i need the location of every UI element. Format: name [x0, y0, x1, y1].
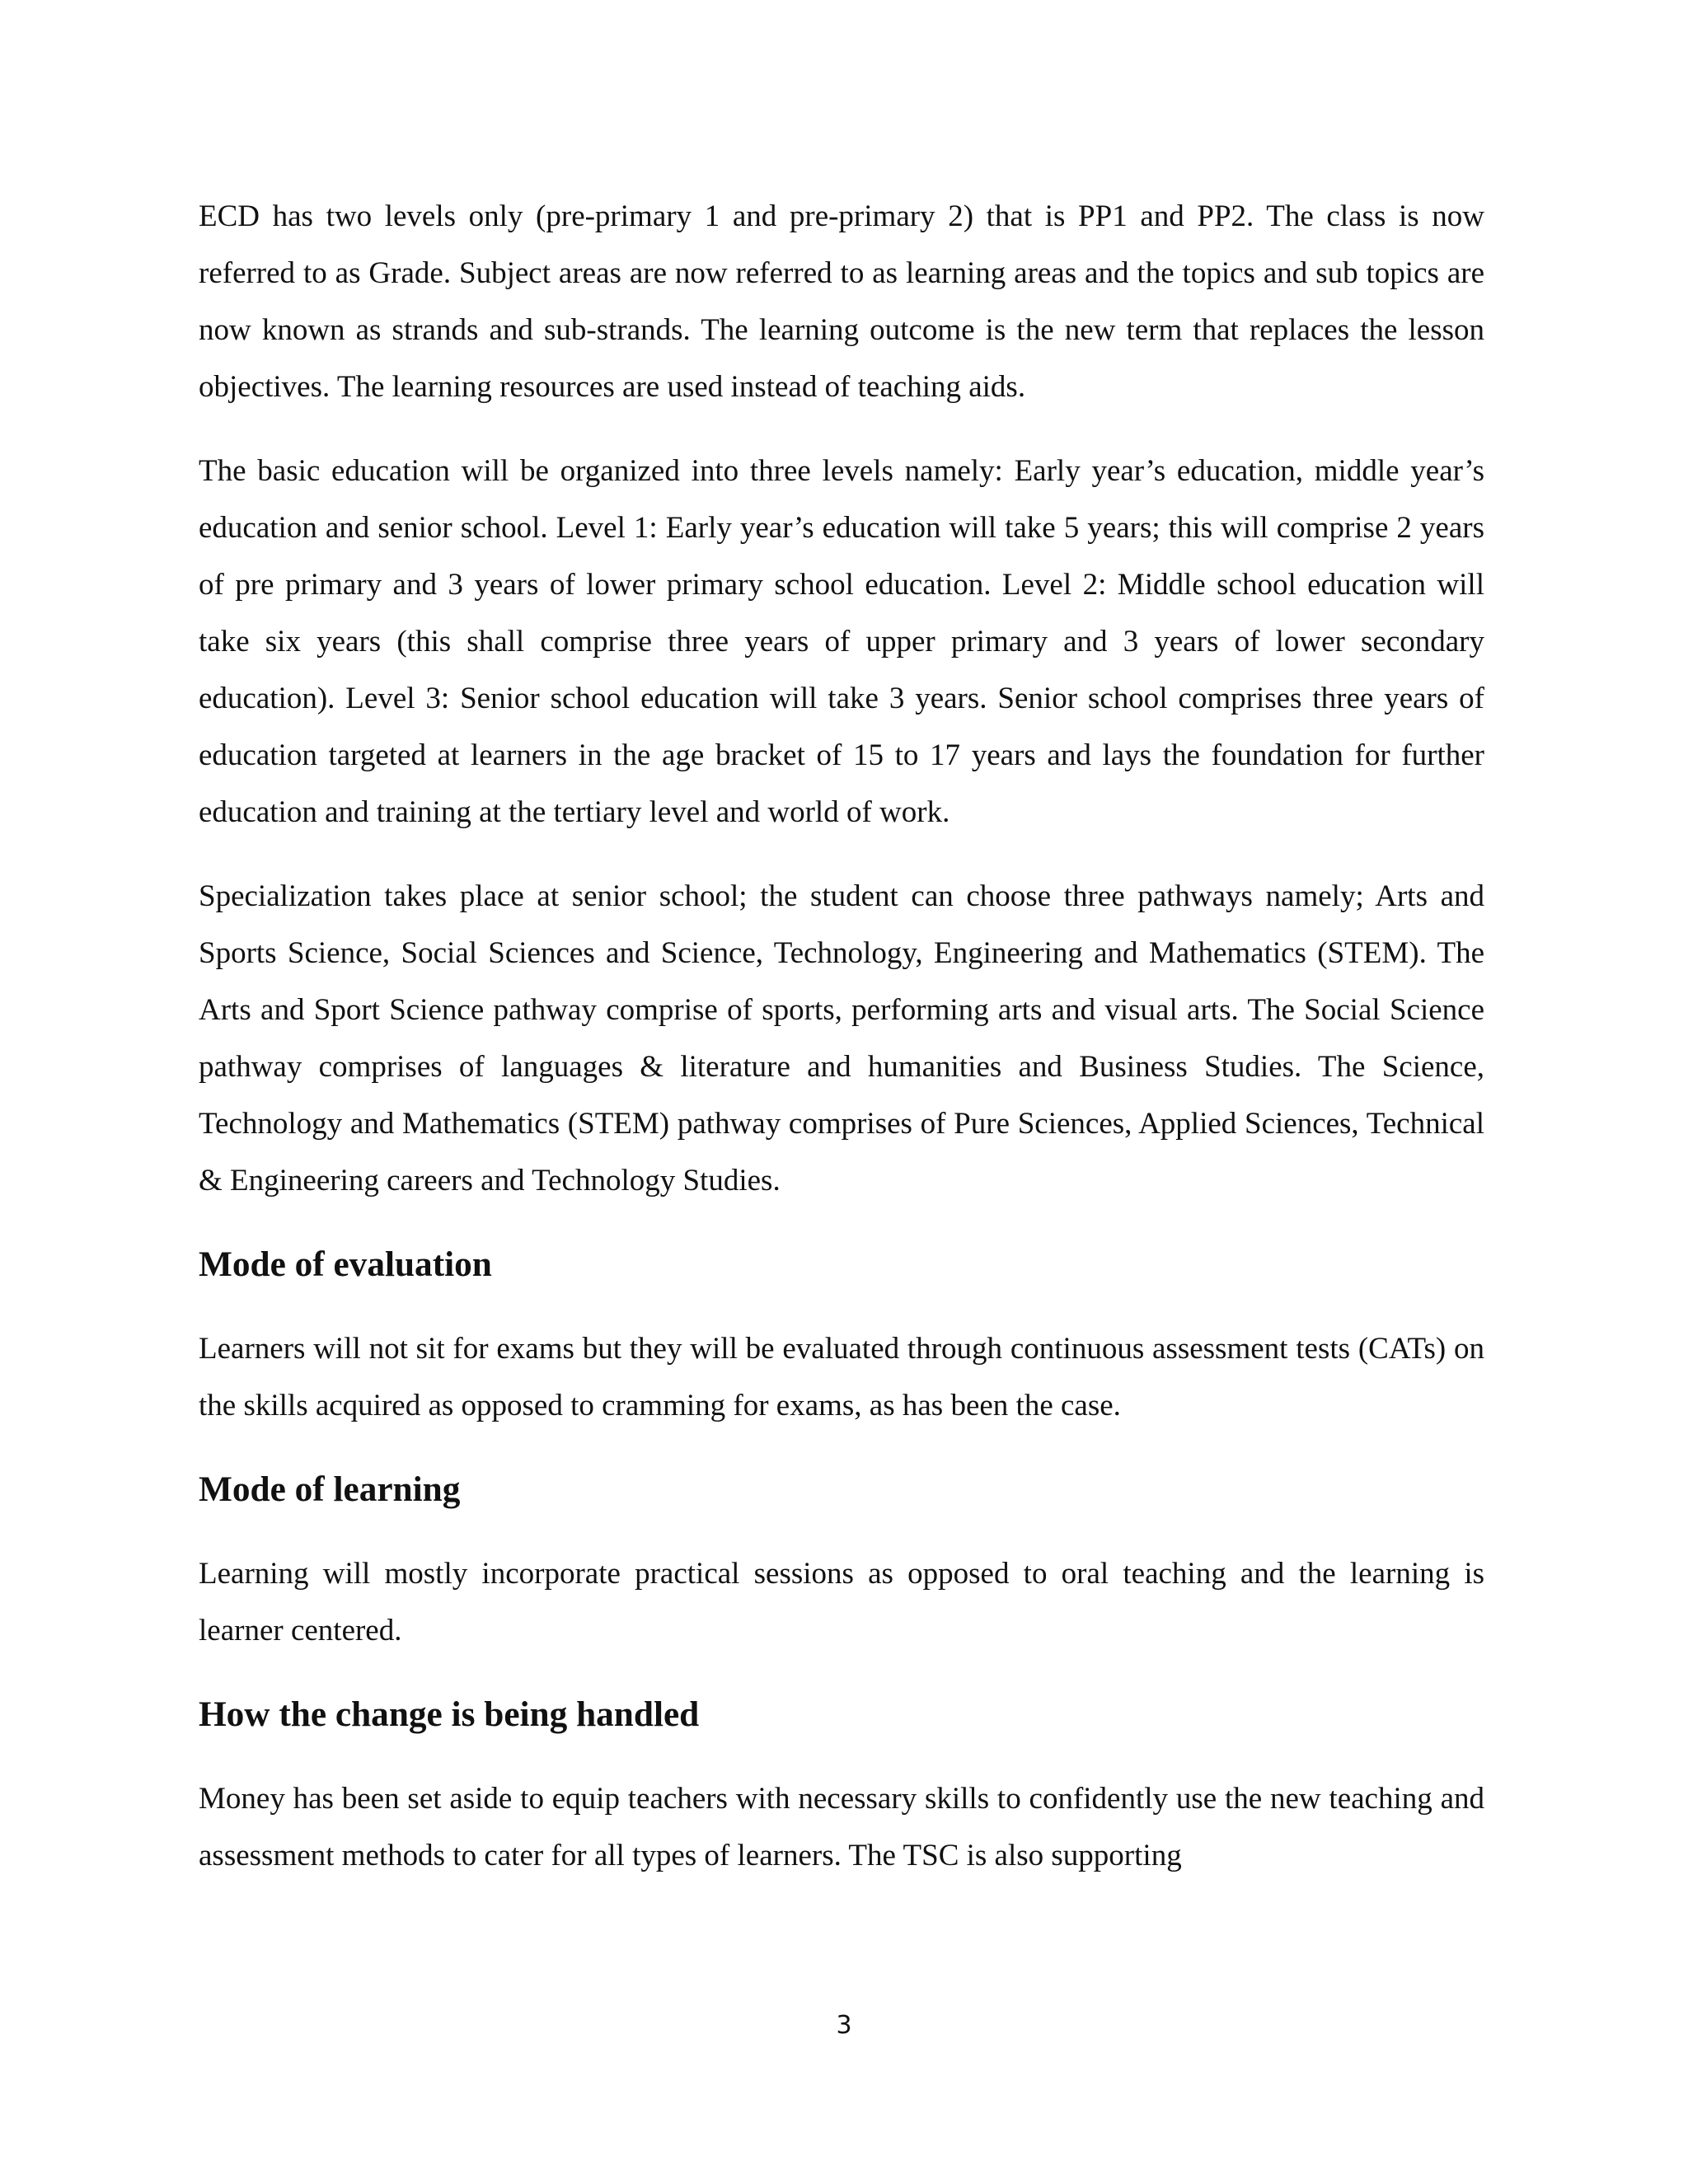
paragraph-mode-of-evaluation: Learners will not sit for exams but they will be evaluated through continuous assessment tests (CATs) on the skills acquired as opposed to cramming for exams, as has been the case. — [199, 1332, 1484, 1422]
page-number: 3 — [836, 2011, 852, 2040]
heading-mode-of-learning: Mode of learning — [199, 1469, 461, 1509]
paragraph-ecd-levels: ECD has two levels only (pre-primary 1 and pre-primary 2) that is PP1 and PP2. The class is now referred to as Grade. Subject areas are now referred to as learning areas and the topics and sub topics are now known as strands and sub-strands. The learning outcome is the new term that replaces the lesson objectives. The learning resources are used instead of teaching aids. — [199, 199, 1484, 404]
paragraph-education-levels: The basic education will be organized into three levels namely: Early year’s education, middle year’s education and senior school. Level 1: Early year’s education will take 5 years; this will comprise 2 years of pre primary and 3 years of lower primary school education. Level 2: Middle school education will take six years (this shall comprise three years of upper primary and 3 years of lower secondary education). Level 3: Senior school education will take 3 years. Senior school comprises three years of education targeted at learners in the age bracket of 15 to 17 years and lays the foundation for further education and training at the tertiary level and world of work. — [199, 454, 1484, 829]
page-content — [199, 188, 1484, 1884]
paragraph-change-handling: Money has been set aside to equip teachers with necessary skills to confidently use the new teaching and assessment methods to cater for all types of learners. The TSC is also supporting — [199, 1782, 1484, 1872]
paragraph-mode-of-learning: Learning will mostly incorporate practical sessions as opposed to oral teaching and the learning is learner centered. — [199, 1557, 1484, 1647]
paragraph-specialization: Specialization takes place at senior school; the student can choose three pathways namely; Arts and Sports Science, Social Sciences and Science, Technology, Engineering and Mathematics (STEM). The Arts and Sport Science pathway comprise of sports, performing arts and visual arts. The Social Science pathway comprises of languages & literature and humanities and Business Studies. The Science, Technology and Mathematics (STEM) pathway comprises of Pure Sciences, Applied Sciences, Technical & Engineering careers and Technology Studies. — [199, 879, 1484, 1197]
heading-mode-of-evaluation: Mode of evaluation — [199, 1244, 492, 1284]
heading-change-handling: How the change is being handled — [199, 1694, 700, 1734]
